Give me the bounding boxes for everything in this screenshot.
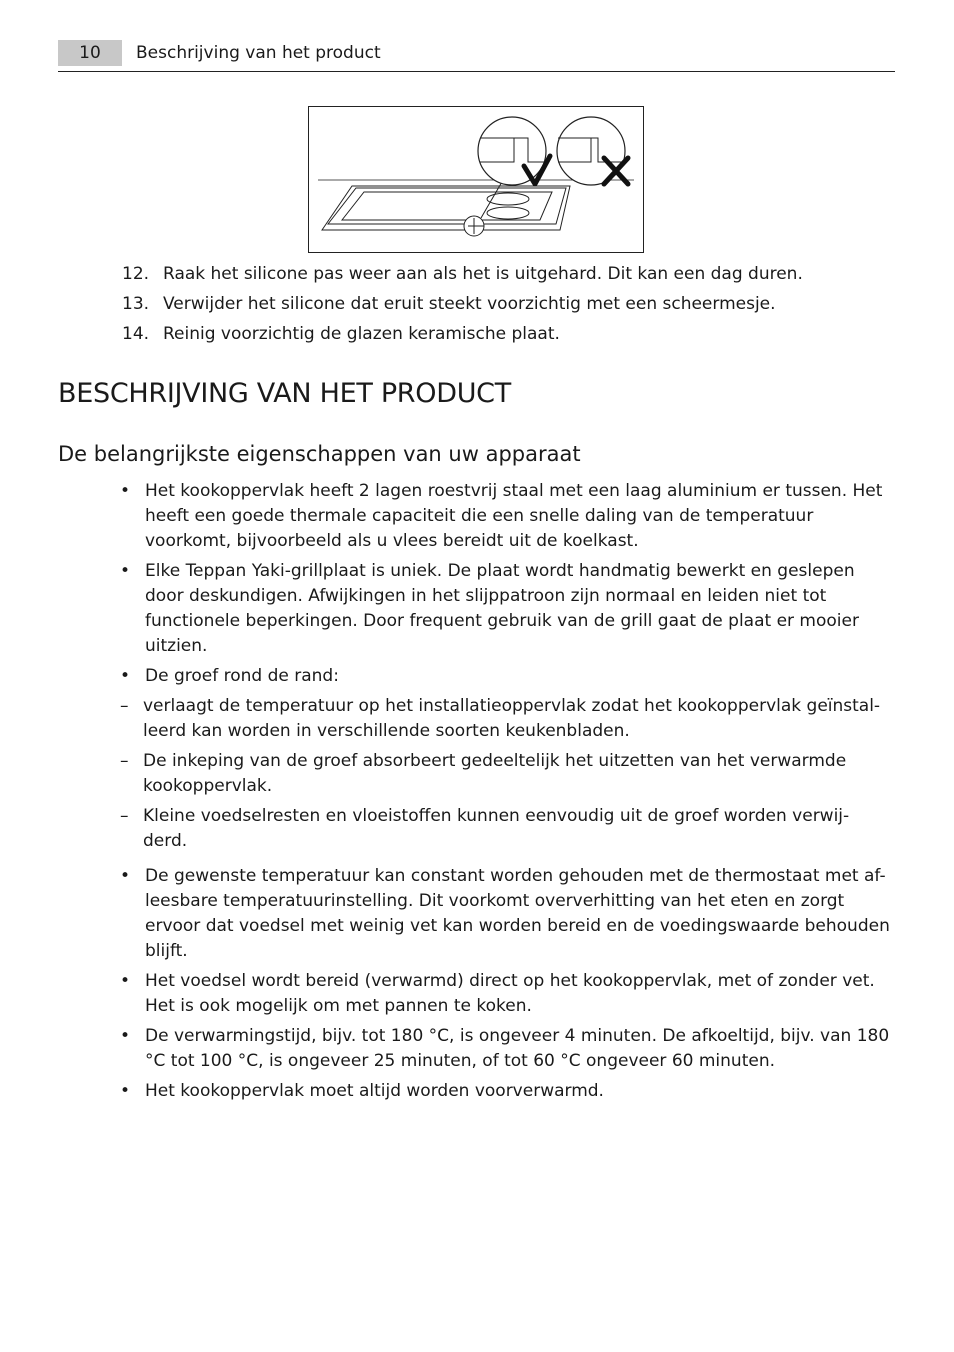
- step-text: Verwijder het silicone dat eruit steekt voorzichtig met een scheermesje.: [163, 294, 776, 314]
- sub-item-text: De inkeping van de groef absorbeert gedeeltelijk het uitzetten van het verwarmde kookoppervlak.: [143, 751, 847, 796]
- page-header: [58, 40, 895, 72]
- bullet-icon: •: [120, 1081, 131, 1101]
- list-item: [120, 664, 895, 859]
- list-item: [120, 559, 895, 659]
- list-item: [122, 292, 902, 317]
- sub-list: [120, 694, 895, 854]
- section-subtitle: De belangrijkste eigenschappen van uw apparaat: [58, 442, 581, 466]
- list-item: [120, 479, 895, 554]
- bullet-icon: •: [120, 1026, 131, 1046]
- bullet-text: Elke Teppan Yaki-grillplaat is uniek. De plaat wordt handmatig bewerkt en geslepen door deskundigen. Afwijkingen in het slijppatroon zijn normaal en leiden niet tot functionele beperkingen. Door frequent gebruik van de grill gaat de plaat er mooier uitzien.: [145, 561, 859, 656]
- bullet-text: De verwarmingstijd, bijv. tot 180 °C, is ongeveer 4 minuten. De afkoeltijd, bijv. van 180 °C tot 100 °C, is ongeveer 25 minuten, of tot 60 °C ongeveer 60 minuten.: [145, 1026, 890, 1071]
- bullet-icon: •: [120, 866, 131, 886]
- sub-item-text: verlaagt de temperatuur op het installatieoppervlak zodat het kookoppervlak geïnstal- leerd kan worden in verschillende soorten keukenbladen.: [143, 696, 881, 741]
- list-item: [120, 969, 895, 1019]
- list-item: [120, 1024, 895, 1074]
- sub-list-item: [120, 749, 895, 799]
- list-item: [122, 322, 902, 347]
- bullet-text: Het kookoppervlak moet altijd worden voorverwarmd.: [145, 1081, 604, 1101]
- bullet-icon: •: [120, 561, 131, 581]
- page-number: 10: [58, 40, 122, 66]
- step-number: 12.: [122, 264, 150, 284]
- feature-list: [120, 479, 895, 1109]
- sub-list-item: [120, 804, 895, 854]
- step-text: Reinig voorzichtig de glazen keramische plaat.: [163, 324, 560, 344]
- dash-icon: –: [120, 806, 129, 826]
- dash-icon: –: [120, 696, 129, 716]
- sub-item-text: Kleine voedselresten en vloeistoffen kunnen eenvoudig uit de groef worden verwij- derd.: [143, 806, 850, 851]
- list-item: [120, 864, 895, 964]
- list-item: [122, 262, 902, 287]
- bullet-icon: •: [120, 481, 131, 501]
- bullet-text: Het voedsel wordt bereid (verwarmd) direct op het kookoppervlak, met of zonder vet. Het is ook mogelijk om met pannen te koken.: [145, 971, 875, 1016]
- installation-illustration: [308, 106, 644, 253]
- header-section-title: Beschrijving van het product: [136, 43, 381, 63]
- list-item: [120, 1079, 895, 1104]
- bullet-text: Het kookoppervlak heeft 2 lagen roestvrij staal met een laag aluminium er tussen. Het heeft een goede thermale capaciteit die een snelle daling van de temperatuur voorkomt, bijvoorbeeld als u vlees bereidt uit de koelkast.: [145, 481, 883, 551]
- step-list: [122, 262, 902, 352]
- bullet-text: De gewenste temperatuur kan constant worden gehouden met de thermostaat met af- leesbare temperatuurinstelling. Dit voorkomt oververhitting van het eten en zorgt ervoor dat voedsel met weinig vet kan worden bereid en de voedingswaarde behouden blijft.: [145, 866, 890, 961]
- bullet-icon: •: [120, 666, 131, 686]
- step-text: Raak het silicone pas weer aan als het is uitgehard. Dit kan een dag duren.: [163, 264, 803, 284]
- bullet-icon: •: [120, 971, 131, 991]
- bullet-text: De groef rond de rand:: [145, 666, 339, 686]
- step-number: 13.: [122, 294, 150, 314]
- step-number: 14.: [122, 324, 150, 344]
- dash-icon: –: [120, 751, 129, 771]
- section-title: BESCHRIJVING VAN HET PRODUCT: [58, 378, 511, 409]
- sub-list-item: [120, 694, 895, 744]
